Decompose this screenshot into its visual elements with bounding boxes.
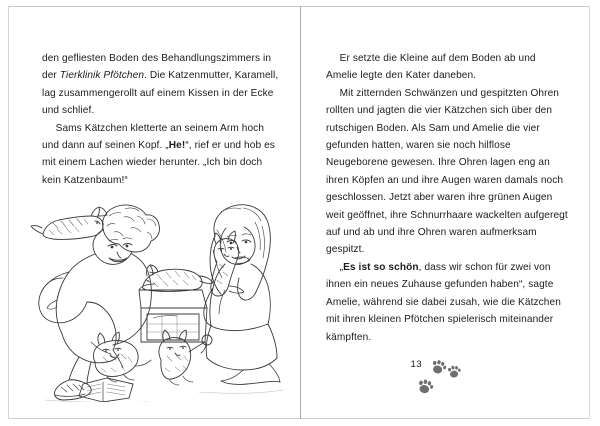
page-number: 13 (410, 359, 422, 370)
left-page (9, 6, 300, 419)
boy-face-shape (93, 230, 132, 264)
text-run-bold: Es ist so schön (343, 261, 419, 273)
text-run-italic: Tierklinik Pfötchen (59, 70, 145, 82)
text-run: . Die Katzenmutter, Karamell, lag zusammengerollt auf einem Kissen in der Ecke und schlief. (42, 70, 279, 117)
paragraph (326, 50, 568, 85)
girl-hair-shape (210, 205, 270, 300)
kitten-on-shoulder-shape (31, 207, 107, 239)
right-page-text-column (326, 50, 568, 346)
paragraph (42, 120, 280, 190)
text-run: , dass wir schon für zwei von ihnen ein neues Zuhause gefunden haben“, sagte Amelie, während sie dabei zusah, wie die Kätzchen mit ihren kleinen Pfötchen spielerisch miteinander kämpften. (326, 261, 561, 343)
paragraph (42, 50, 280, 120)
text-run: “, rief er und hob es mit einem Lachen wieder herunter. „Ich bin doch kein Katzenbaum!“ (42, 140, 275, 186)
text-run: Sams Kätzchen kletterte an seinem Arm hoch und dann auf seinen Kopf. „ (42, 122, 265, 152)
cat-carrier-shape (139, 284, 207, 342)
text-run: „ (339, 261, 344, 273)
left-page-text-column (42, 50, 280, 189)
folio (301, 357, 590, 403)
paragraph (326, 85, 568, 259)
sleeping-cat-shape (143, 265, 213, 291)
paragraph (326, 259, 568, 346)
floor-kitten-left-shape (93, 332, 151, 382)
text-run: Mit zitternden Schwänzen und gespitzten Ohren rollten und jagten die vier Kätzchen sich über den rutschigen Boden. Als Sam und Amelie die vier gefunden hatten, waren sie noch hilflose Neugeborene gewesen. Ihre Ohren lagen eng an ihren Köpfen an und ihre Augen waren damals noch geschlossen. Jetzt aber waren ihre grünen Augen weit geöffnet, ihre Schnurrhaare wackelten aufgeregt auf und ab und ihre Ohren waren aufmerksam gespitzt. (326, 87, 568, 256)
text-run-bold: He! (168, 140, 186, 152)
right-page (301, 6, 590, 419)
girl-body-shape (204, 264, 280, 384)
text-run: Er setzte die Kleine auf dem Boden ab und Amelie legte den Kater daneben. (326, 53, 536, 82)
floor-kitten-right-shape (159, 330, 212, 385)
text-run: den gefliesten Boden des Behandlungszimmers in der (42, 53, 272, 82)
boy-body-shape (39, 254, 152, 400)
paw-prints-ornament (403, 357, 489, 403)
children-with-kittens-illustration (29, 202, 291, 402)
